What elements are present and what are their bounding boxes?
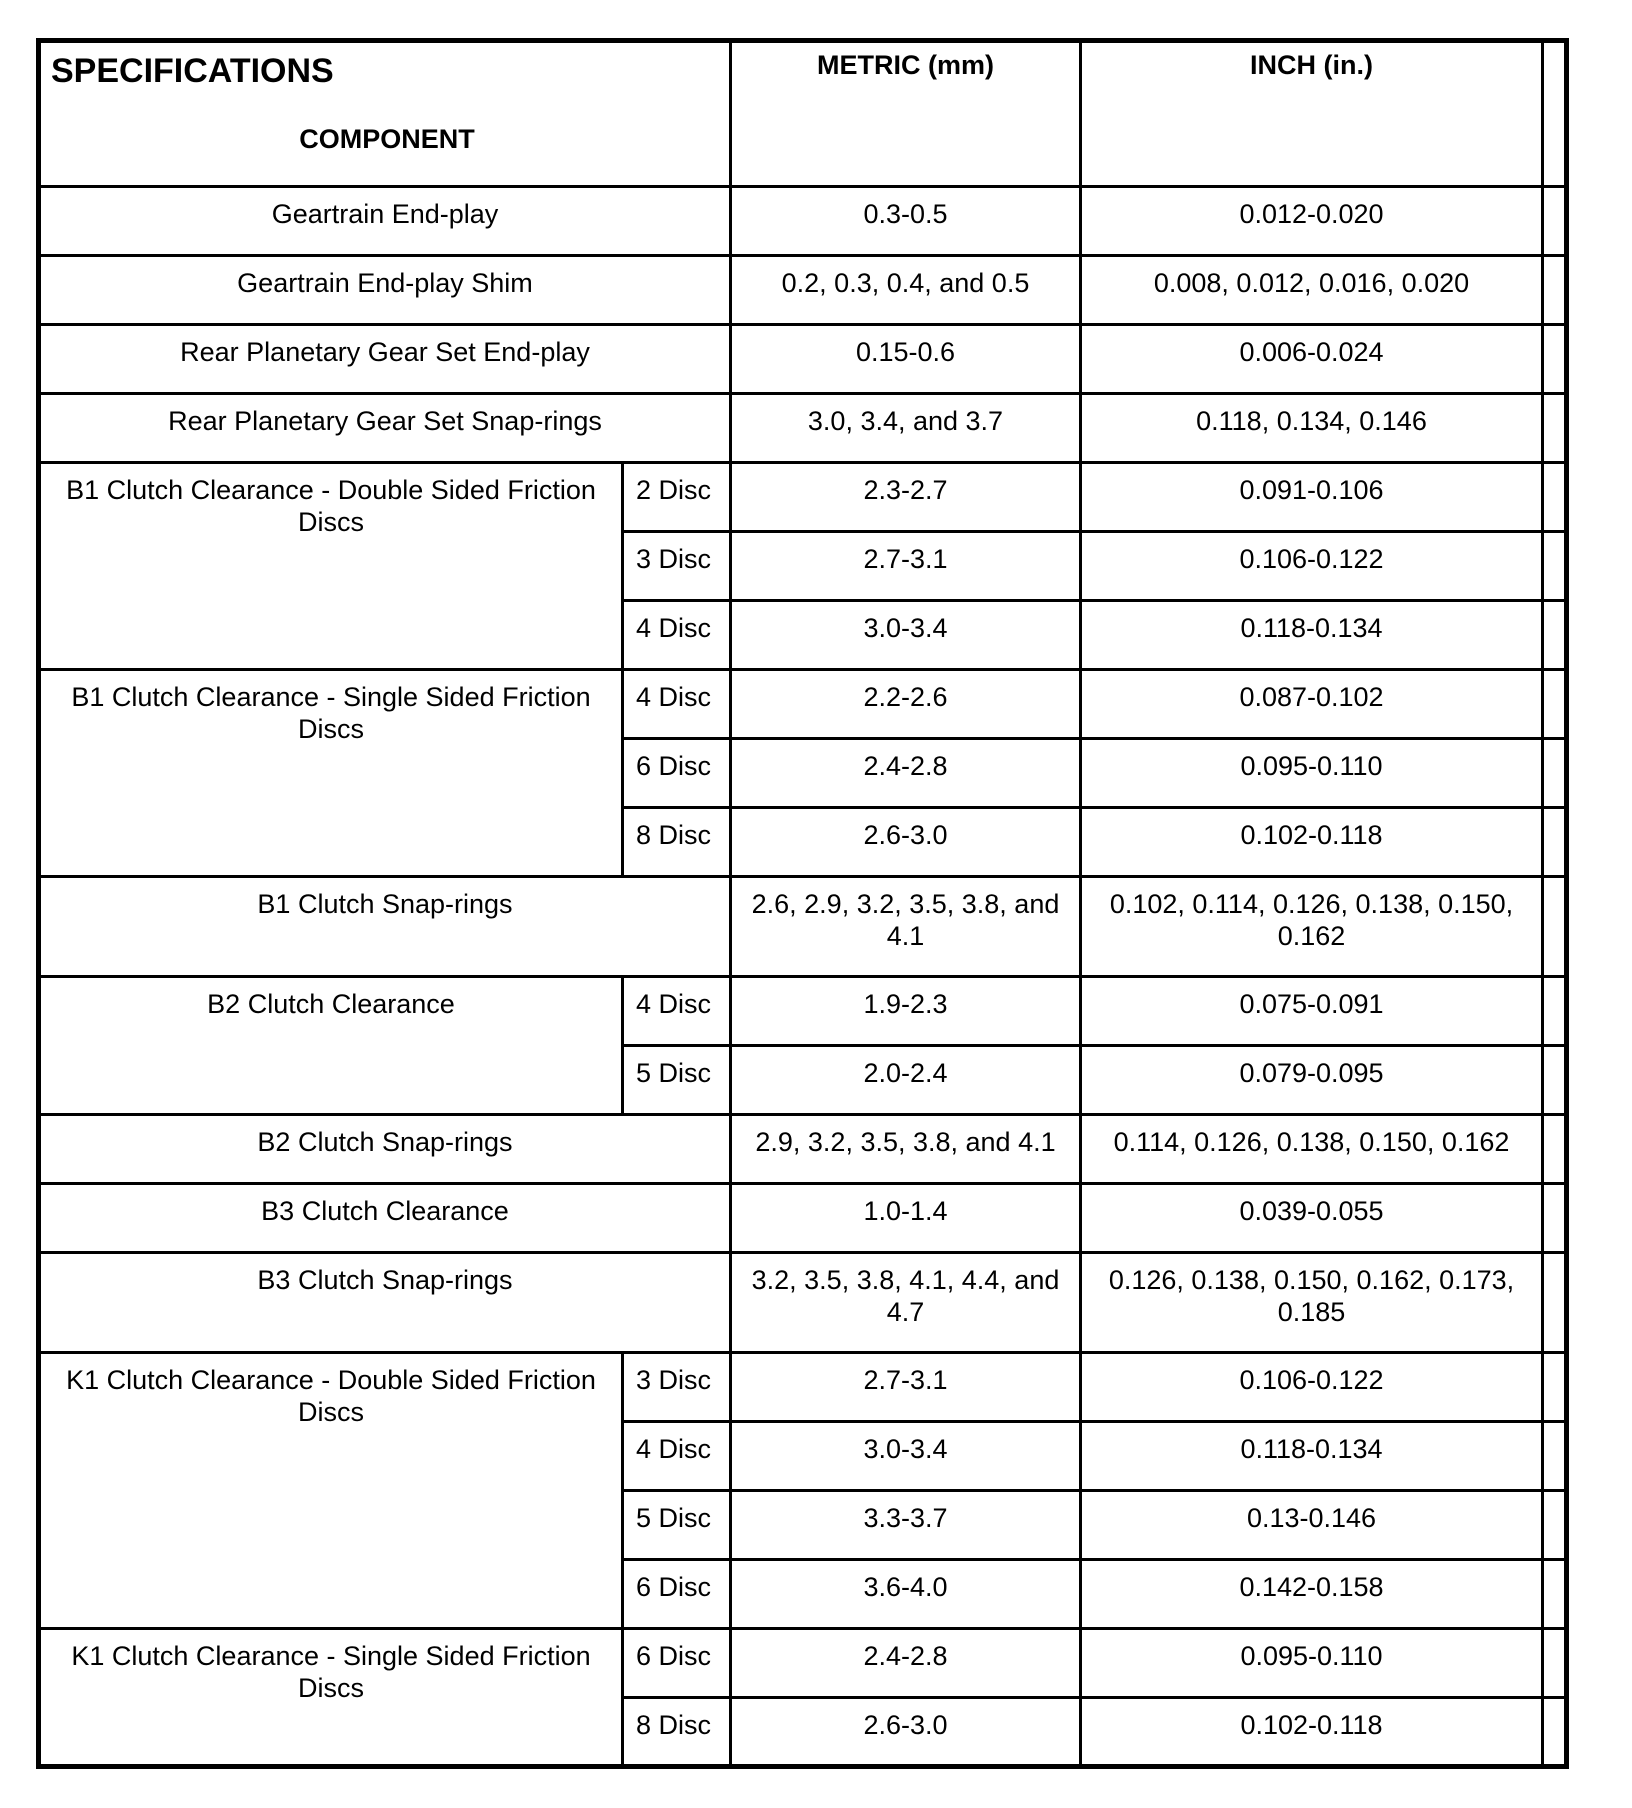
inch-value-cell: 0.106-0.122 [1081, 532, 1543, 601]
inch-value-cell: 0.039-0.055 [1081, 1184, 1543, 1253]
metric-value-cell: 1.9-2.3 [731, 977, 1081, 1046]
component-cell: Geartrain End-play [39, 187, 731, 256]
inch-value-cell: 0.102-0.118 [1081, 1698, 1543, 1767]
component-cell: K1 Clutch Clearance - Double Sided Friction Discs [39, 1353, 623, 1629]
inch-value-cell: 0.102, 0.114, 0.126, 0.138, 0.150, 0.162 [1081, 877, 1543, 977]
inch-value-cell: 0.13-0.146 [1081, 1491, 1543, 1560]
table-row [39, 1353, 1567, 1422]
table-row [39, 463, 1567, 532]
narrow-blank-cell [1543, 1560, 1567, 1629]
component-column-header: COMPONENT [299, 124, 475, 154]
table-row [39, 977, 1567, 1046]
narrow-blank-cell [1543, 877, 1567, 977]
narrow-blank-cell [1543, 977, 1567, 1046]
metric-value-cell: 3.0, 3.4, and 3.7 [731, 394, 1081, 463]
metric-value-cell: 2.6-3.0 [731, 1698, 1081, 1767]
narrow-blank-cell [1543, 187, 1567, 256]
narrow-blank-cell [1543, 739, 1567, 808]
component-cell: B2 Clutch Clearance [39, 977, 623, 1115]
narrow-blank-cell [1543, 601, 1567, 670]
metric-value-cell: 0.2, 0.3, 0.4, and 0.5 [731, 256, 1081, 325]
table-row [39, 1184, 1567, 1253]
metric-value-cell: 2.3-2.7 [731, 463, 1081, 532]
table-row [39, 325, 1567, 394]
metric-value-cell: 2.0-2.4 [731, 1046, 1081, 1115]
metric-value-cell: 2.4-2.8 [731, 1629, 1081, 1698]
disc-count-cell: 4 Disc [623, 601, 731, 670]
disc-count-cell: 2 Disc [623, 463, 731, 532]
metric-value-cell: 2.7-3.1 [731, 532, 1081, 601]
inch-value-cell: 0.118-0.134 [1081, 601, 1543, 670]
narrow-blank-cell [1543, 1698, 1567, 1767]
inch-value-cell: 0.095-0.110 [1081, 1629, 1543, 1698]
table-row [39, 256, 1567, 325]
disc-count-cell: 5 Disc [623, 1491, 731, 1560]
component-cell: Rear Planetary Gear Set End-play [39, 325, 731, 394]
narrow-blank-column [1543, 41, 1567, 187]
metric-value-cell: 2.4-2.8 [731, 739, 1081, 808]
inch-value-cell: 0.118-0.134 [1081, 1422, 1543, 1491]
inch-value-cell: 0.142-0.158 [1081, 1560, 1543, 1629]
disc-count-cell: 4 Disc [623, 670, 731, 739]
metric-value-cell: 3.3-3.7 [731, 1491, 1081, 1560]
table-row [39, 670, 1567, 739]
component-cell: Geartrain End-play Shim [39, 256, 731, 325]
narrow-blank-cell [1543, 256, 1567, 325]
narrow-blank-cell [1543, 1253, 1567, 1353]
component-cell: B1 Clutch Clearance - Double Sided Friction Discs [39, 463, 623, 670]
narrow-blank-cell [1543, 1491, 1567, 1560]
inch-value-cell: 0.087-0.102 [1081, 670, 1543, 739]
inch-value-cell: 0.075-0.091 [1081, 977, 1543, 1046]
disc-count-cell: 3 Disc [623, 532, 731, 601]
inch-value-cell: 0.012-0.020 [1081, 187, 1543, 256]
inch-column-header: INCH (in.) [1081, 41, 1543, 187]
metric-value-cell: 2.2-2.6 [731, 670, 1081, 739]
metric-value-cell: 3.0-3.4 [731, 601, 1081, 670]
metric-value-cell: 3.6-4.0 [731, 1560, 1081, 1629]
disc-count-cell: 4 Disc [623, 977, 731, 1046]
table-row [39, 1115, 1567, 1184]
narrow-blank-cell [1543, 1353, 1567, 1422]
table-row [39, 1629, 1567, 1698]
metric-value-cell: 2.9, 3.2, 3.5, 3.8, and 4.1 [731, 1115, 1081, 1184]
disc-count-cell: 3 Disc [623, 1353, 731, 1422]
component-cell: B1 Clutch Snap-rings [39, 877, 731, 977]
metric-value-cell: 3.0-3.4 [731, 1422, 1081, 1491]
metric-value-cell: 2.6, 2.9, 3.2, 3.5, 3.8, and 4.1 [731, 877, 1081, 977]
component-cell: B2 Clutch Snap-rings [39, 1115, 731, 1184]
inch-value-cell: 0.118, 0.134, 0.146 [1081, 394, 1543, 463]
narrow-blank-cell [1543, 532, 1567, 601]
narrow-blank-cell [1543, 808, 1567, 877]
inch-value-cell: 0.106-0.122 [1081, 1353, 1543, 1422]
table-row [39, 394, 1567, 463]
inch-value-cell: 0.079-0.095 [1081, 1046, 1543, 1115]
disc-count-cell: 8 Disc [623, 1698, 731, 1767]
disc-count-cell: 6 Disc [623, 1560, 731, 1629]
metric-value-cell: 0.3-0.5 [731, 187, 1081, 256]
narrow-blank-cell [1543, 1046, 1567, 1115]
narrow-blank-cell [1543, 1115, 1567, 1184]
disc-count-cell: 5 Disc [623, 1046, 731, 1115]
table-row [39, 1253, 1567, 1353]
component-cell: B3 Clutch Clearance [39, 1184, 731, 1253]
table-header-row [39, 41, 1567, 187]
metric-value-cell: 2.7-3.1 [731, 1353, 1081, 1422]
inch-value-cell: 0.008, 0.012, 0.016, 0.020 [1081, 256, 1543, 325]
inch-value-cell: 0.006-0.024 [1081, 325, 1543, 394]
metric-value-cell: 1.0-1.4 [731, 1184, 1081, 1253]
specifications-table [36, 38, 1569, 1769]
inch-value-cell: 0.114, 0.126, 0.138, 0.150, 0.162 [1081, 1115, 1543, 1184]
disc-count-cell: 6 Disc [623, 739, 731, 808]
inch-value-cell: 0.126, 0.138, 0.150, 0.162, 0.173, 0.185 [1081, 1253, 1543, 1353]
narrow-blank-cell [1543, 1422, 1567, 1491]
metric-value-cell: 3.2, 3.5, 3.8, 4.1, 4.4, and 4.7 [731, 1253, 1081, 1353]
metric-value-cell: 0.15-0.6 [731, 325, 1081, 394]
table-row [39, 187, 1567, 256]
narrow-blank-cell [1543, 325, 1567, 394]
narrow-blank-cell [1543, 1629, 1567, 1698]
inch-value-cell: 0.102-0.118 [1081, 808, 1543, 877]
disc-count-cell: 4 Disc [623, 1422, 731, 1491]
component-cell: Rear Planetary Gear Set Snap-rings [39, 394, 731, 463]
metric-column-header: METRIC (mm) [731, 41, 1081, 187]
narrow-blank-cell [1543, 463, 1567, 532]
component-cell: B1 Clutch Clearance - Single Sided Friction Discs [39, 670, 623, 877]
component-cell: B3 Clutch Snap-rings [39, 1253, 731, 1353]
narrow-blank-cell [1543, 670, 1567, 739]
component-header-cell [39, 41, 731, 187]
inch-value-cell: 0.095-0.110 [1081, 739, 1543, 808]
narrow-blank-cell [1543, 394, 1567, 463]
metric-value-cell: 2.6-3.0 [731, 808, 1081, 877]
disc-count-cell: 6 Disc [623, 1629, 731, 1698]
specifications-title: SPECIFICATIONS [51, 52, 334, 90]
inch-value-cell: 0.091-0.106 [1081, 463, 1543, 532]
component-cell: K1 Clutch Clearance - Single Sided Friction Discs [39, 1629, 623, 1767]
narrow-blank-cell [1543, 1184, 1567, 1253]
disc-count-cell: 8 Disc [623, 808, 731, 877]
table-row [39, 877, 1567, 977]
